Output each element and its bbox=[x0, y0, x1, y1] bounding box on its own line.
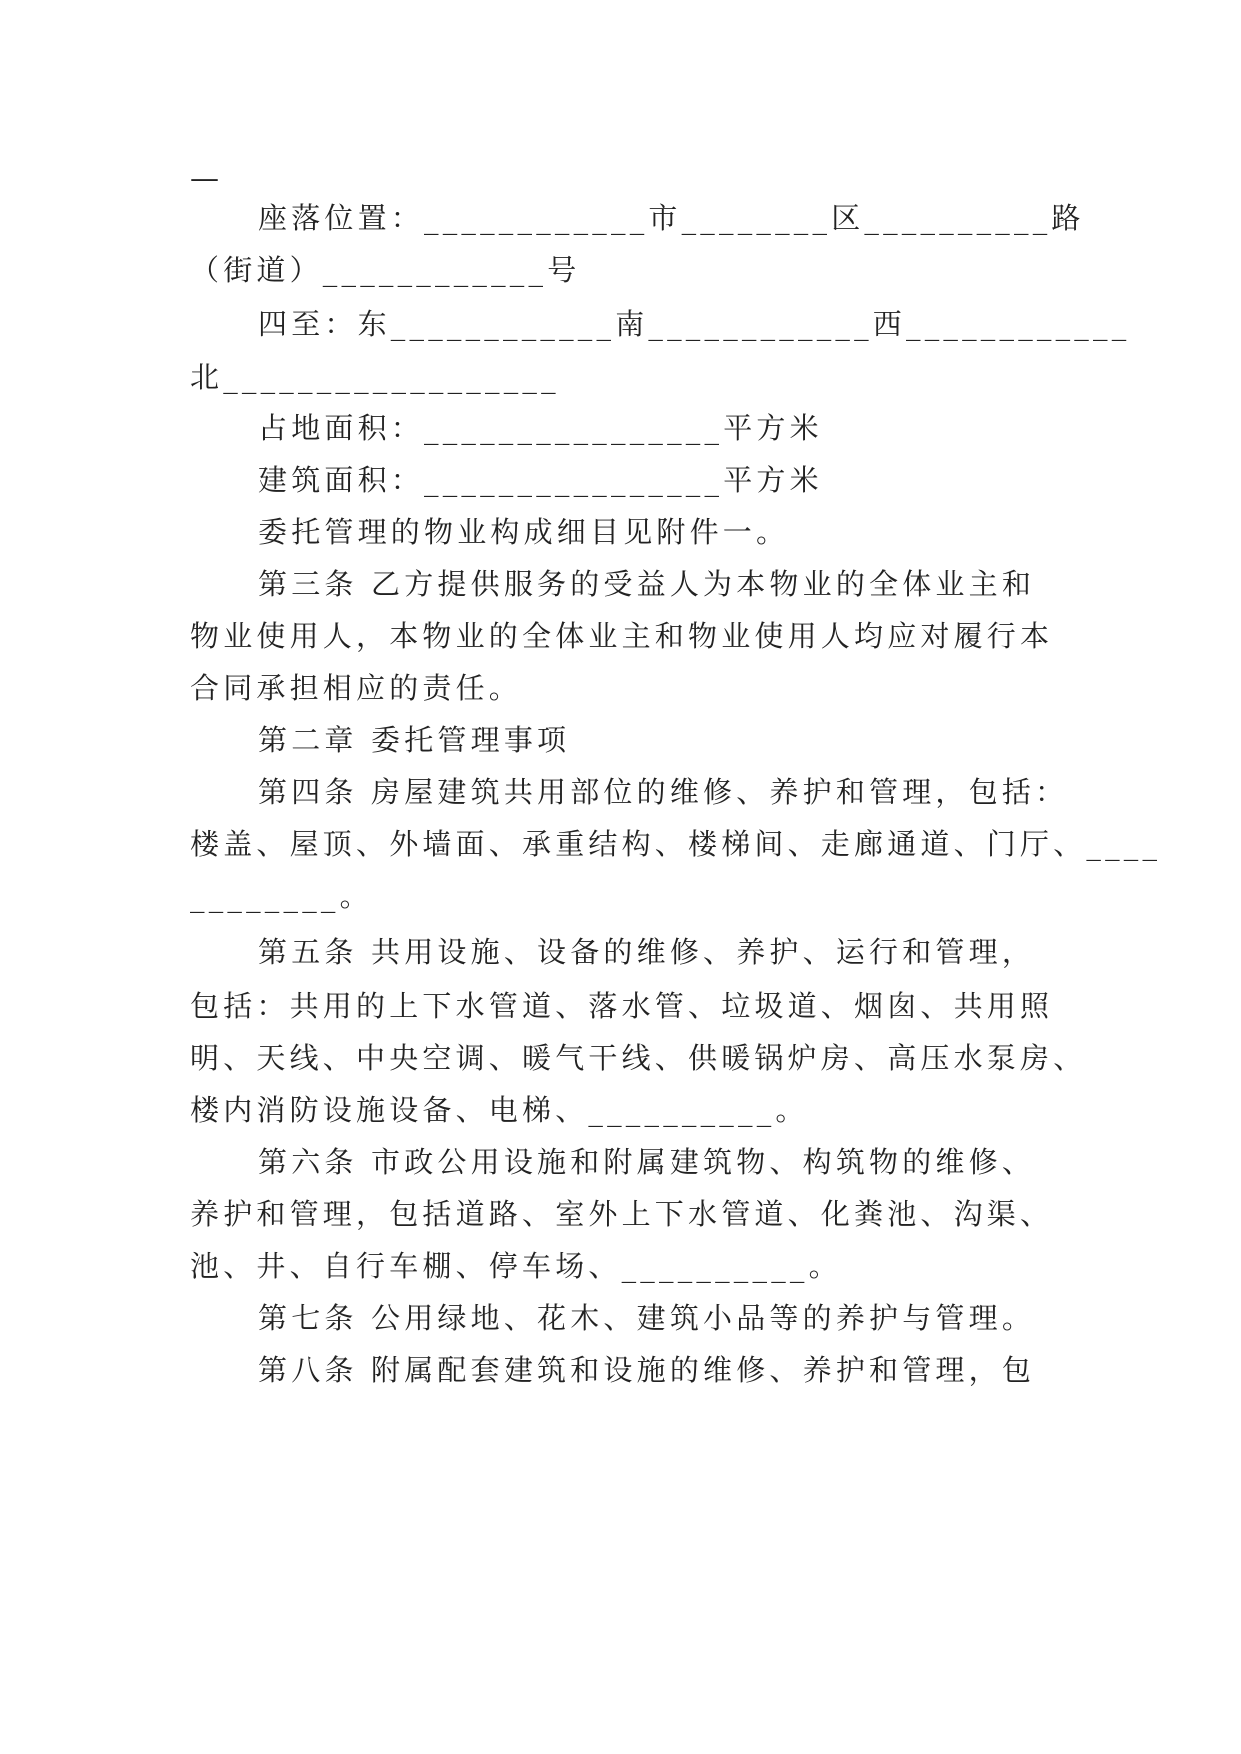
boundaries-line: 四至：东____________南____________西____________ bbox=[258, 307, 1131, 341]
north-boundary-line: 北__________________ bbox=[190, 360, 560, 394]
article-6-line-3: 池、井、自行车棚、停车场、__________。 bbox=[190, 1249, 842, 1283]
article-3-line-3: 合同承担相应的责任。 bbox=[190, 671, 523, 705]
paragraph-line: 委托管理的物业构成细目见附件一。 bbox=[258, 515, 790, 549]
article-4-line-2: 楼盖、屋顶、外墙面、承重结构、楼梯间、走廊通道、门厅、____ bbox=[190, 827, 1162, 861]
land-area-line: 占地面积：________________平方米 bbox=[258, 411, 823, 445]
building-area-line: 建筑面积：________________平方米 bbox=[258, 463, 823, 497]
chapter-2-heading: 第二章 委托管理事项 bbox=[258, 723, 571, 757]
article-5-line-3: 明、天线、中央空调、暖气干线、供暖锅炉房、高压水泵房、 bbox=[190, 1041, 1087, 1075]
article-4-line-3: ________。 bbox=[190, 879, 373, 913]
article-6-line-1: 第六条 市政公用设施和附属建筑物、构筑物的维修、 bbox=[258, 1145, 1036, 1179]
location-line: 座落位置：____________市________区__________路 bbox=[258, 201, 1085, 235]
article-4-line-1: 第四条 房屋建筑共用部位的维修、养护和管理，包括： bbox=[258, 775, 1069, 809]
article-5-line-4: 楼内消防设施设备、电梯、__________。 bbox=[190, 1093, 809, 1127]
continuation-dash: — bbox=[190, 161, 219, 195]
article-3-line-1: 第三条 乙方提供服务的受益人为本物业的全体业主和 bbox=[258, 567, 1036, 601]
article-5-line-2: 包括：共用的上下水管道、落水管、垃圾道、烟囱、共用照 bbox=[190, 989, 1054, 1023]
street-line: （街道）____________号 bbox=[190, 253, 581, 287]
article-5-line-1: 第五条 共用设施、设备的维修、养护、运行和管理， bbox=[258, 935, 1036, 969]
article-6-line-2: 养护和管理，包括道路、室外上下水管道、化粪池、沟渠、 bbox=[190, 1197, 1054, 1231]
article-7-line: 第七条 公用绿地、花木、建筑小品等的养护与管理。 bbox=[258, 1301, 1036, 1335]
article-3-line-2: 物业使用人，本物业的全体业主和物业使用人均应对履行本 bbox=[190, 619, 1054, 653]
article-8-line-1: 第八条 附属配套建筑和设施的维修、养护和管理，包 bbox=[258, 1353, 1036, 1387]
